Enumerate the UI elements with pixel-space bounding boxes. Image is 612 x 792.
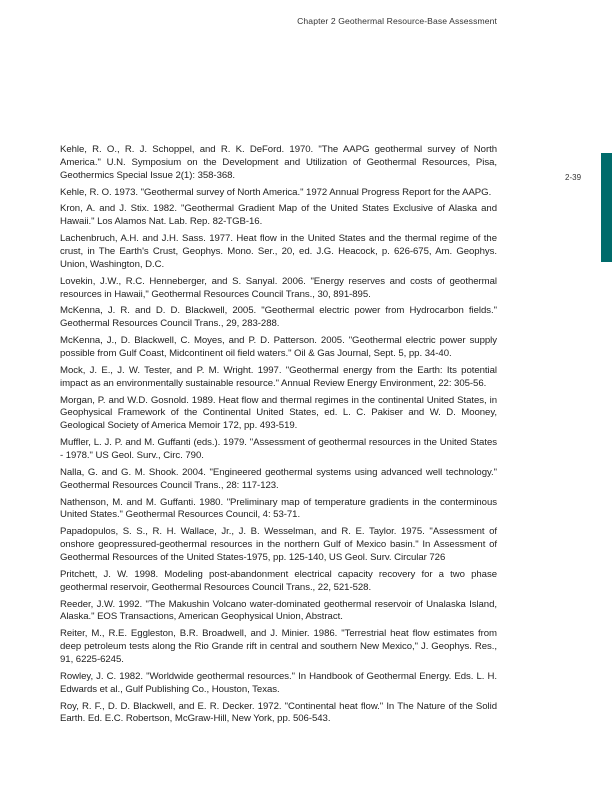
reference-entry: Kehle, R. O., R. J. Schoppel, and R. K. DeFord. 1970. "The AAPG geothermal survey of North America." U.N. Symposium on the Development and Utilization of Geothermal Resources, Pisa, Geothermics Special Issue 2(1): 358-368. (60, 144, 497, 181)
page-number: 2-39 (565, 173, 582, 182)
reference-entry: Kron, A. and J. Stix. 1982. "Geothermal Gradient Map of the United States Exclusive of Alaska and Hawaii." Los Alamos Nat. Lab. Rep. 82-TGB-16. (60, 203, 497, 228)
reference-entry: Mock, J. E., J. W. Tester, and P. M. Wright. 1997. "Geothermal energy from the Earth: Its potential impact as an environmentally sustainable resource." Annual Review Energy Environment, 22: 305-56. (60, 364, 497, 389)
reference-entry: Pritchett, J. W. 1998. Modeling post-abandonment electrical capacity recovery for a two phase geothermal reservoir, Geothermal Resources Council Trans., 22, 521-528. (60, 568, 497, 593)
reference-entry: Nathenson, M. and M. Guffanti. 1980. "Preliminary map of temperature gradients in the conterminous United States." Geothermal Resources Council, 4: 53-71. (60, 496, 497, 521)
reference-entry: Lovekin, J.W., R.C. Henneberger, and S. Sanyal. 2006. "Energy reserves and costs of geothermal resources in Hawaii," Geothermal Resources Council Trans., 30, 891-895. (60, 275, 497, 300)
reference-entry: McKenna, J., D. Blackwell, C. Moyes, and P. D. Patterson. 2005. "Geothermal electric power supply possible from Gulf Coast, Midcontinent oil field waters." Oil & Gas Journal, Sept. 5, pp. 34-40. (60, 335, 497, 360)
reference-entry: Reiter, M., R.E. Eggleston, B.R. Broadwell, and J. Minier. 1986. "Terrestrial heat flow estimates from deep petroleum tests along the Rio Grande rift in central and southern New Mexico," J. Geophys. Res., 91, 6225-6245. (60, 628, 497, 666)
chapter-tab-marker (601, 153, 612, 262)
reference-entry: Reeder, J.W. 1992. "The Makushin Volcano water-dominated geothermal reservoir of Unalaska Island, Alaska." EOS Transactions, American Geophysical Union, Abstract. (60, 598, 497, 623)
reference-entry: Roy, R. F., D. D. Blackwell, and E. R. Decker. 1972. "Continental heat flow." In The Nature of the Solid Earth. Ed. E.C. Robertson, McGraw-Hill, New York, pp. 506-543. (60, 700, 497, 725)
reference-entry: Morgan, P. and W.D. Gosnold. 1989. Heat flow and thermal regimes in the continental United States, in Geophysical Framework of the Continental United States, ed. L. C. Pakiser and W. D. Mooney, Geological Society of America Memoir 172, pp. 493-519. (60, 394, 497, 432)
reference-entry: McKenna, J. R. and D. D. Blackwell, 2005. "Geothermal electric power from Hydrocarbon fields." Geothermal Resources Council Trans., 29, 283-288. (60, 305, 497, 330)
running-header: Chapter 2 Geothermal Resource-Base Assessment (297, 16, 497, 26)
reference-entry: Lachenbruch, A.H. and J.H. Sass. 1977. Heat flow in the United States and the thermal regime of the crust, in The Earth's Crust, Geophys. Mono. Ser., 20, ed. J.G. Heacock, p. 626-675, Am. Geophys. Union, Washington, D.C. (60, 233, 497, 270)
reference-list (60, 144, 497, 730)
reference-entry: Nalla, G. and G. M. Shook. 2004. "Engineered geothermal systems using advanced well technology." Geothermal Resources Council Trans., 28: 117-123. (60, 466, 497, 491)
reference-entry: Muffler, L. J. P. and M. Guffanti (eds.). 1979. "Assessment of geothermal resources in the United States - 1978." US Geol. Surv., Circ. 790. (60, 437, 497, 462)
reference-entry: Papadopulos, S. S., R. H. Wallace, Jr., J. B. Wesselman, and R. E. Taylor. 1975. "Assessment of onshore geopressured-geothermal resources in the northern Gulf of Mexico basin." In Assessment of Geothermal Resources of the United States-1975, pp. 125-140, US Geol. Surv. Circular 726 (60, 526, 497, 564)
reference-entry: Rowley, J. C. 1982. "Worldwide geothermal resources." In Handbook of Geothermal Energy. Eds. L. H. Edwards et al., Gulf Publishing Co., Houston, Texas. (60, 670, 497, 695)
reference-entry: Kehle, R. O. 1973. "Geothermal survey of North America." 1972 Annual Progress Report for the AAPG. (60, 186, 492, 198)
